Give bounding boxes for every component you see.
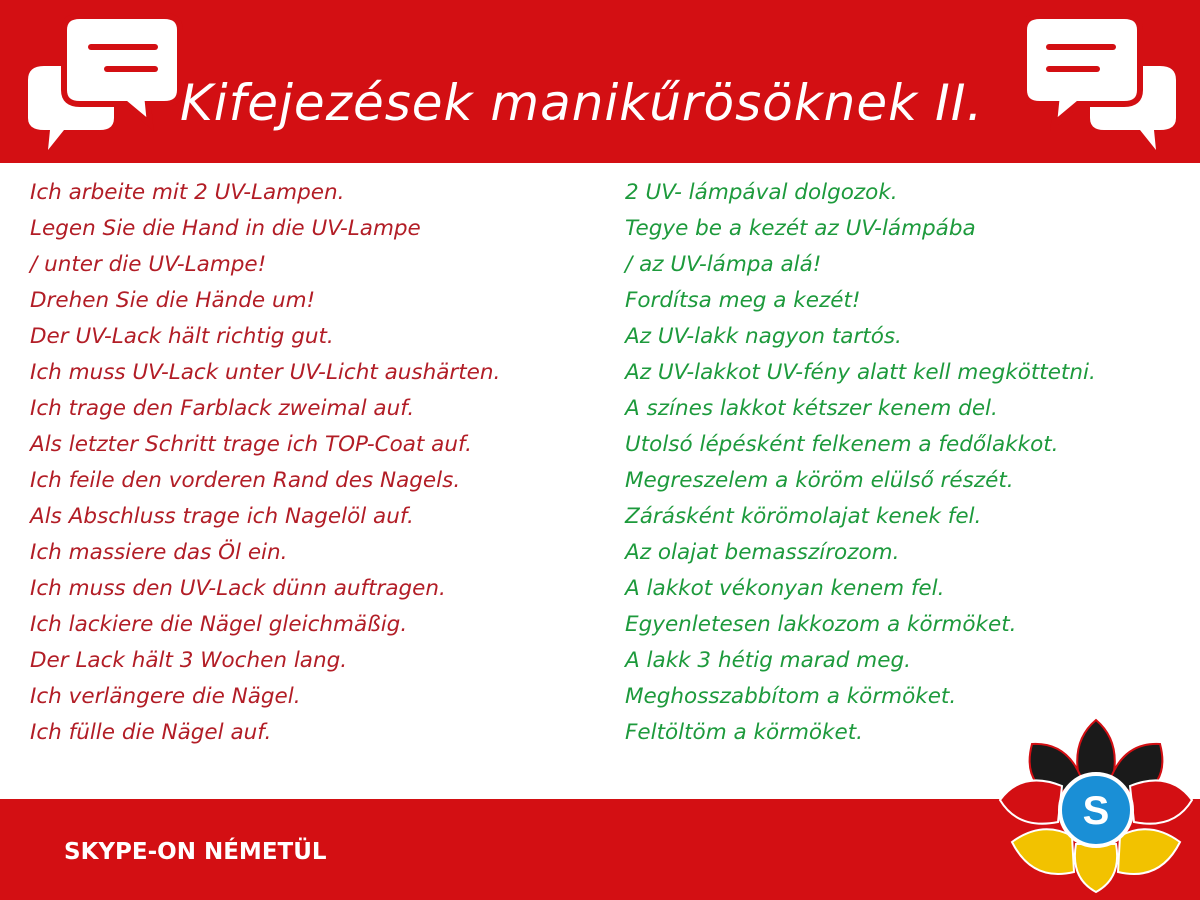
hungarian-phrase: Tegye be a kezét az UV-lámpába <box>625 216 976 241</box>
hungarian-phrase: Egyenletesen lakkozom a körmöket. <box>625 612 1017 637</box>
speech-bubbles-icon <box>14 0 194 160</box>
phrase-list <box>0 163 1200 799</box>
hungarian-phrase: Megreszelem a köröm elülső részét. <box>625 468 1014 493</box>
german-phrase: Ich feile den vorderen Rand des Nagels. <box>30 468 461 493</box>
german-phrase: Ich arbeite mit 2 UV-Lampen. <box>30 180 345 205</box>
hungarian-phrase: Az UV-lakkot UV-fény alatt kell megköttetni. <box>625 360 1096 385</box>
german-phrase: Ich muss UV-Lack unter UV-Licht aushärten. <box>30 360 501 385</box>
hungarian-phrase: Az olajat bemasszírozom. <box>625 540 900 565</box>
german-phrase: Ich lackiere die Nägel gleichmäßig. <box>30 612 408 637</box>
german-phrase: Legen Sie die Hand in die UV-Lampe <box>30 216 421 241</box>
hungarian-phrase: 2 UV- lámpával dolgozok. <box>625 180 898 205</box>
footer-brand: SKYPE-ON NÉMETÜL <box>64 839 327 865</box>
hungarian-phrase: Az UV-lakk nagyon tartós. <box>625 324 902 349</box>
page-title: Kifejezések manikűrösöknek II. <box>180 74 984 132</box>
hungarian-phrase: A színes lakkot kétszer kenem del. <box>625 396 998 421</box>
german-phrase: / unter die UV-Lampe! <box>30 252 267 277</box>
hungarian-phrase: Meghosszabbítom a körmöket. <box>625 684 957 709</box>
german-phrase: Ich massiere das Öl ein. <box>30 540 288 565</box>
logo-letter: S <box>1082 789 1110 833</box>
german-phrase: Ich fülle die Nägel auf. <box>30 720 272 745</box>
german-phrase: Ich muss den UV-Lack dünn auftragen. <box>30 576 446 601</box>
hungarian-phrase: / az UV-lámpa alá! <box>625 252 822 277</box>
speech-bubbles-icon <box>1010 0 1190 160</box>
german-phrases <box>30 175 600 751</box>
german-phrase: Ich trage den Farblack zweimal auf. <box>30 396 415 421</box>
german-phrase: Als Abschluss trage ich Nagelöl auf. <box>30 504 414 529</box>
hungarian-phrase: A lakk 3 hétig marad meg. <box>625 648 911 673</box>
german-phrase: Als letzter Schritt trage ich TOP-Coat auf. <box>30 432 473 457</box>
hungarian-phrases <box>625 175 1195 751</box>
german-phrase: Ich verlängere die Nägel. <box>30 684 301 709</box>
hungarian-phrase: A lakkot vékonyan kenem fel. <box>625 576 945 601</box>
hungarian-phrase: Fordítsa meg a kezét! <box>625 288 861 313</box>
german-flag-flower-logo <box>992 712 1200 900</box>
hungarian-phrase: Zárásként körömolajat kenek fel. <box>625 504 982 529</box>
german-phrase: Drehen Sie die Hände um! <box>30 288 316 313</box>
german-phrase: Der UV-Lack hält richtig gut. <box>30 324 334 349</box>
hungarian-phrase: Utolsó lépésként felkenem a fedőlakkot. <box>625 432 1059 457</box>
german-phrase: Der Lack hält 3 Wochen lang. <box>30 648 348 673</box>
hungarian-phrase: Feltöltöm a körmöket. <box>625 720 863 745</box>
